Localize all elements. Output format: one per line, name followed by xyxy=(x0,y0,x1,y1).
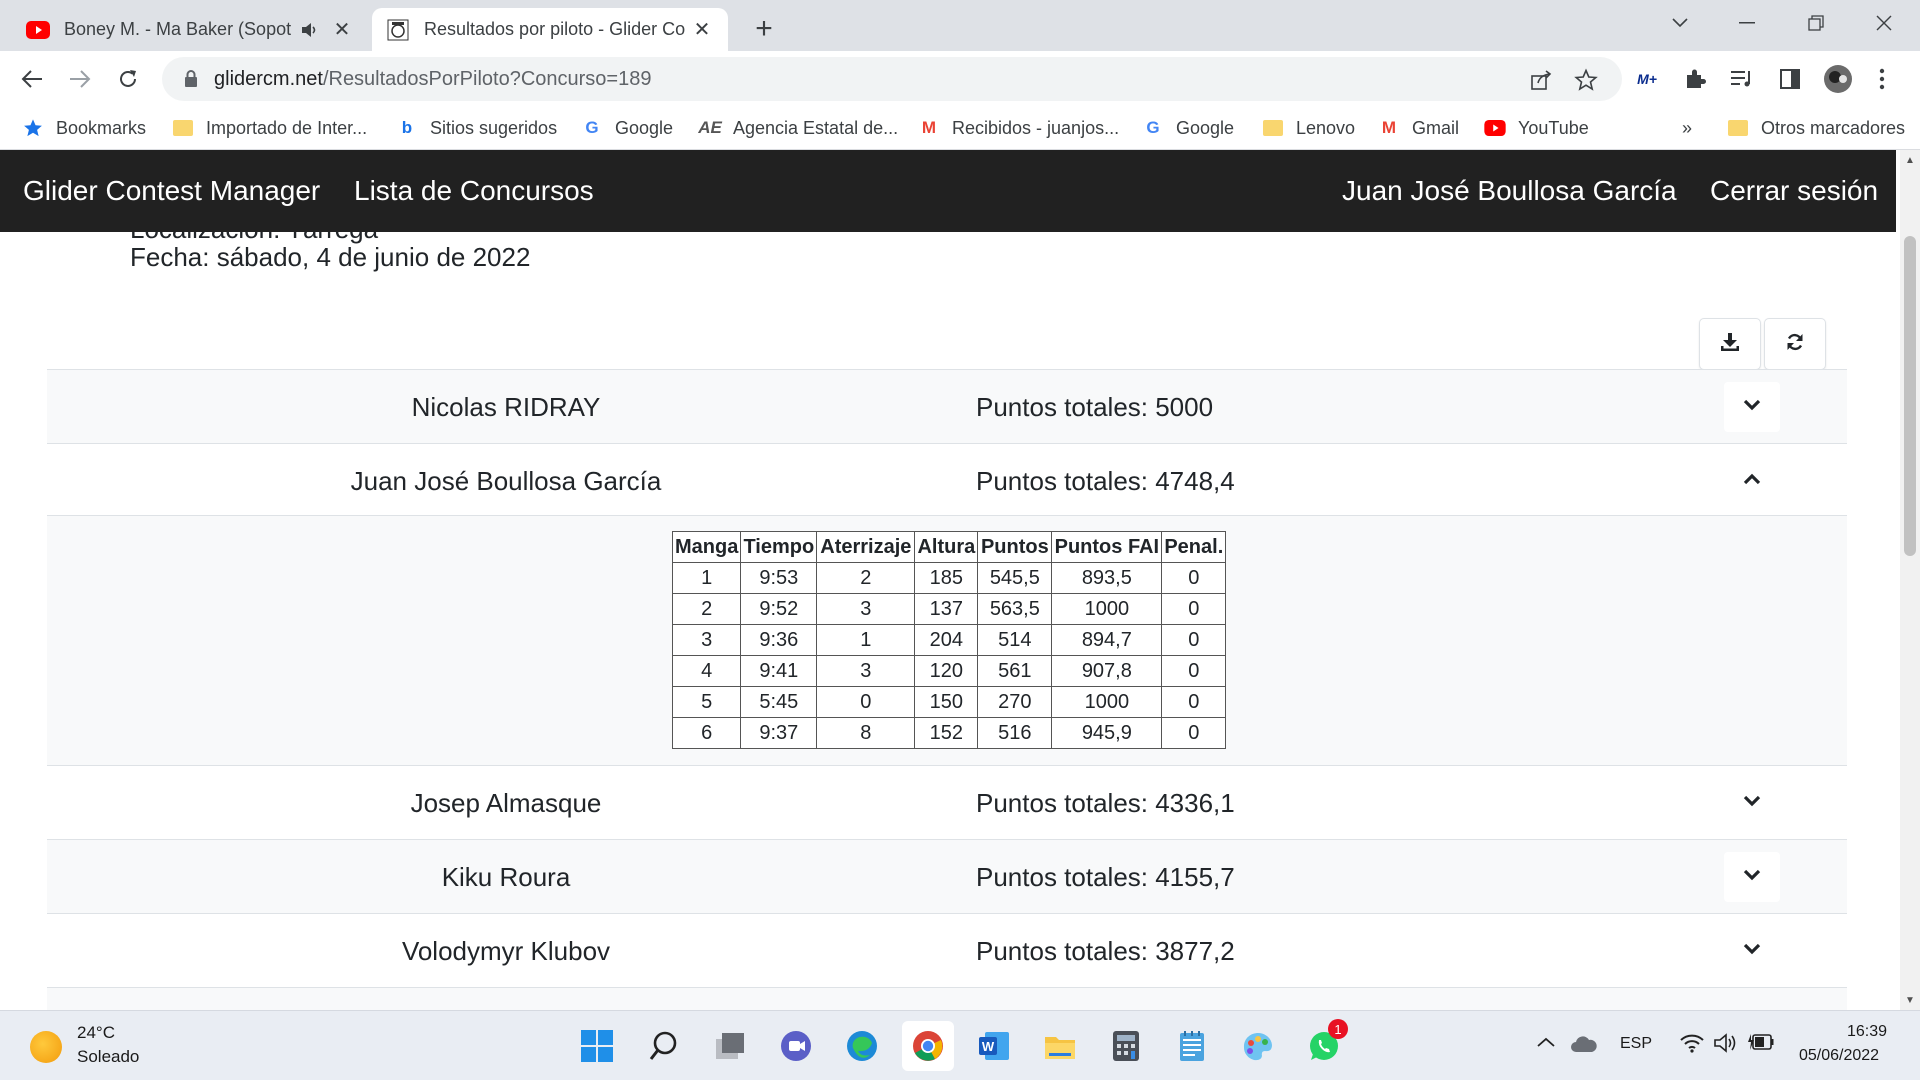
bookmark-label: YouTube xyxy=(1518,117,1589,138)
site-navbar xyxy=(0,150,1896,232)
share-icon[interactable] xyxy=(1530,68,1554,92)
folder-icon xyxy=(1727,117,1749,139)
expand-button[interactable] xyxy=(1724,852,1780,902)
nav-user-name[interactable]: Juan José Boullosa García xyxy=(1342,175,1677,206)
cell-landing: 3 xyxy=(817,594,915,625)
tab-title: Boney M. - Ma Baker (Sopot xyxy=(64,19,292,39)
cell-round: 3 xyxy=(673,625,741,656)
aemet-icon: AE xyxy=(698,118,722,137)
speaker-icon[interactable] xyxy=(300,20,320,40)
pilot-total-points: Puntos totales: 4748,4 xyxy=(976,466,1235,496)
close-window-icon[interactable] xyxy=(1864,8,1904,38)
address-bar[interactable] xyxy=(162,57,1622,101)
cell-round: 5 xyxy=(673,687,741,718)
cell-penalty: 0 xyxy=(1162,625,1226,656)
cell-time: 9:41 xyxy=(741,656,817,687)
cell-fai-points: 907,8 xyxy=(1052,656,1162,687)
back-icon[interactable] xyxy=(12,59,52,99)
close-tab-icon[interactable]: ✕ xyxy=(693,19,711,41)
cell-fai-points: 893,5 xyxy=(1052,563,1162,594)
close-tab-icon[interactable]: ✕ xyxy=(333,19,351,41)
chevron-down-icon xyxy=(1743,794,1761,812)
youtube-icon xyxy=(1484,117,1506,139)
pilot-row[interactable] xyxy=(47,765,1847,839)
svg-text:W: W xyxy=(981,1039,995,1054)
url-text xyxy=(214,68,651,91)
pilot-total-points: Puntos totales: 3877,2 xyxy=(976,936,1235,966)
file-explorer-icon[interactable] xyxy=(1034,1021,1086,1071)
bookmark-label: Sitios sugeridos xyxy=(430,117,558,138)
bing-icon: b xyxy=(401,118,413,137)
download-icon xyxy=(1720,332,1740,357)
cell-landing: 2 xyxy=(817,563,915,594)
restore-icon[interactable] xyxy=(1796,8,1836,38)
cell-time: 9:37 xyxy=(741,718,817,749)
bookmark-item[interactable] xyxy=(1262,114,1355,142)
cell-penalty: 0 xyxy=(1162,687,1226,718)
word-icon[interactable] xyxy=(968,1021,1020,1071)
page-scrollbar[interactable] xyxy=(1900,150,1920,1010)
movistar-extension-icon[interactable]: M+ xyxy=(1637,71,1657,87)
browser-toolbar xyxy=(0,51,1920,106)
bookmark-label: Google xyxy=(615,117,674,138)
bookmark-item[interactable] xyxy=(396,114,557,142)
brand-link[interactable]: Glider Contest Manager xyxy=(23,175,321,206)
cell-landing: 3 xyxy=(817,656,915,687)
tab-youtube[interactable] xyxy=(12,8,368,51)
scrollbar-thumb[interactable] xyxy=(1904,236,1916,556)
pilot-row[interactable] xyxy=(47,839,1847,913)
cell-fai-points: 1000 xyxy=(1052,594,1162,625)
expand-button[interactable] xyxy=(1724,382,1780,432)
bookmark-item[interactable] xyxy=(699,114,898,142)
cell-landing: 0 xyxy=(817,687,915,718)
reading-list-icon[interactable] xyxy=(1728,65,1756,93)
bookmark-label: Recibidos - juanjos... xyxy=(952,117,1120,138)
bookmark-label: Agencia Estatal de... xyxy=(733,117,899,138)
column-header: Manga xyxy=(673,532,741,563)
chevron-up-icon xyxy=(1743,472,1761,490)
cell-penalty: 0 xyxy=(1162,563,1226,594)
refresh-icon xyxy=(1785,332,1805,357)
folder-icon xyxy=(172,117,194,139)
pilot-name: Volodymyr Klubov xyxy=(401,936,611,966)
cell-landing: 8 xyxy=(817,718,915,749)
refresh-button[interactable] xyxy=(1764,318,1826,370)
cell-height: 120 xyxy=(915,656,978,687)
clock-date[interactable]: 05/06/2022 xyxy=(1799,1047,1880,1064)
pilot-total-points: Puntos totales: 4155,7 xyxy=(976,862,1235,892)
minimize-icon[interactable] xyxy=(1727,8,1767,38)
onedrive-cloud-icon[interactable] xyxy=(1570,1035,1598,1055)
task-view-icon[interactable] xyxy=(704,1021,756,1071)
expand-button[interactable] xyxy=(1724,926,1780,976)
lock-icon[interactable] xyxy=(180,68,202,90)
gmail-icon: M xyxy=(921,118,937,137)
pilot-name: Juan José Boullosa García xyxy=(350,466,662,496)
side-panel-icon[interactable] xyxy=(1776,65,1804,93)
cell-landing: 1 xyxy=(817,625,915,656)
url-host: glidercm.net xyxy=(214,67,323,90)
notification-badge: 1 xyxy=(1328,1019,1348,1039)
cell-time: 5:45 xyxy=(741,687,817,718)
bookmark-item[interactable] xyxy=(1484,114,1589,142)
cell-time: 9:53 xyxy=(741,563,817,594)
cell-height: 204 xyxy=(915,625,978,656)
extensions-icon[interactable] xyxy=(1681,65,1709,93)
forward-icon[interactable] xyxy=(60,59,100,99)
bookmark-item[interactable] xyxy=(1142,114,1234,142)
collapse-button[interactable] xyxy=(1724,456,1780,506)
bookmark-item[interactable] xyxy=(1378,114,1459,142)
search-icon[interactable] xyxy=(638,1021,690,1071)
column-header: Altura xyxy=(915,532,978,563)
cell-height: 150 xyxy=(915,687,978,718)
bookmark-star-icon[interactable] xyxy=(1574,68,1598,92)
cell-time: 9:52 xyxy=(741,594,817,625)
wifi-icon[interactable] xyxy=(1680,1033,1704,1055)
column-header: Penal. xyxy=(1162,532,1226,563)
windows-taskbar xyxy=(0,1010,1920,1080)
pilot-name: Kiku Roura xyxy=(441,862,571,892)
column-header: Aterrizaje xyxy=(817,532,915,563)
tab-search-icon[interactable] xyxy=(1660,8,1700,38)
cell-round: 1 xyxy=(673,563,741,594)
reload-icon[interactable] xyxy=(108,59,148,99)
start-button[interactable] xyxy=(571,1021,623,1071)
other-bookmarks-folder[interactable] xyxy=(1727,114,1905,142)
google-icon: G xyxy=(1146,118,1160,137)
teams-chat-icon[interactable] xyxy=(770,1021,822,1071)
table-row xyxy=(673,687,1226,718)
cell-points: 270 xyxy=(978,687,1052,718)
bookmarks-bar xyxy=(0,106,1920,150)
column-header: Tiempo xyxy=(741,532,817,563)
cell-time: 9:36 xyxy=(741,625,817,656)
scroll-up-arrow-icon[interactable]: ▲ xyxy=(1905,154,1915,166)
tab-strip xyxy=(0,0,1920,51)
cell-round: 6 xyxy=(673,718,741,749)
chevron-down-icon xyxy=(1743,398,1761,416)
calculator-icon[interactable] xyxy=(1100,1021,1152,1071)
cell-penalty: 0 xyxy=(1162,718,1226,749)
star-icon xyxy=(22,117,44,139)
glider-site-icon xyxy=(386,18,410,42)
contest-date: Fecha: sábado, 4 de junio de 2022 xyxy=(130,242,531,272)
rounds-table xyxy=(672,531,1226,749)
youtube-icon xyxy=(26,18,50,42)
chevron-down-icon xyxy=(1743,942,1761,960)
cell-height: 185 xyxy=(915,563,978,594)
pilot-row[interactable] xyxy=(47,913,1847,987)
pilot-name: Josep Almasque xyxy=(410,788,602,818)
chrome-taskbar-icon[interactable] xyxy=(902,1021,954,1071)
edge-icon[interactable] xyxy=(836,1021,888,1071)
cell-points: 514 xyxy=(978,625,1052,656)
table-header-row xyxy=(673,532,1226,563)
pilot-row[interactable] xyxy=(47,443,1847,517)
notepad-icon[interactable] xyxy=(1166,1021,1218,1071)
pilot-detail-panel xyxy=(47,515,1847,765)
cell-penalty: 0 xyxy=(1162,594,1226,625)
bookmark-item[interactable] xyxy=(22,114,146,142)
battery-charging-icon[interactable] xyxy=(1748,1033,1774,1055)
table-row xyxy=(673,563,1226,594)
bookmark-item[interactable] xyxy=(918,114,1119,142)
nav-logout[interactable]: Cerrar sesión xyxy=(1710,175,1879,206)
scroll-down-arrow-icon[interactable]: ▼ xyxy=(1905,994,1915,1006)
nav-contest-list[interactable]: Lista de Concursos xyxy=(354,175,594,206)
bookmark-item[interactable] xyxy=(172,114,367,142)
language-indicator[interactable]: ESP xyxy=(1620,1035,1653,1052)
pilot-total-points: Puntos totales: 4336,1 xyxy=(976,788,1235,818)
cell-round: 2 xyxy=(673,594,741,625)
volume-icon[interactable] xyxy=(1714,1033,1738,1055)
bookmark-label: Importado de Inter... xyxy=(206,117,368,138)
table-row xyxy=(673,656,1226,687)
profile-avatar-icon[interactable] xyxy=(1824,65,1852,93)
paint-icon[interactable] xyxy=(1232,1021,1284,1071)
cell-height: 137 xyxy=(915,594,978,625)
table-row xyxy=(673,718,1226,749)
cell-penalty: 0 xyxy=(1162,656,1226,687)
new-tab-button[interactable]: + xyxy=(755,12,773,45)
pilot-row[interactable] xyxy=(47,369,1847,443)
cell-points: 563,5 xyxy=(978,594,1052,625)
cell-points: 516 xyxy=(978,718,1052,749)
table-row xyxy=(673,594,1226,625)
cell-fai-points: 945,9 xyxy=(1052,718,1162,749)
chevron-up-icon[interactable] xyxy=(1536,1035,1556,1055)
gmail-icon: M xyxy=(1381,118,1397,137)
pilot-total-points: Puntos totales: 5000 xyxy=(976,392,1214,422)
cell-points: 545,5 xyxy=(978,563,1052,594)
chevron-down-icon xyxy=(1743,868,1761,886)
bookmarks-overflow-button[interactable] xyxy=(1682,114,1692,142)
folder-icon xyxy=(1262,117,1284,139)
page-viewport xyxy=(0,150,1900,1010)
cell-round: 4 xyxy=(673,656,741,687)
chrome-menu-icon[interactable] xyxy=(1868,65,1896,93)
tab-results[interactable] xyxy=(372,8,728,51)
cell-fai-points: 894,7 xyxy=(1052,625,1162,656)
column-header: Puntos xyxy=(978,532,1052,563)
overflow-chevron-icon: » xyxy=(1682,117,1693,138)
bookmark-label: Gmail xyxy=(1412,117,1460,138)
cell-points: 561 xyxy=(978,656,1052,687)
tab-title: Resultados por piloto - Glider Co xyxy=(424,19,686,39)
sun-weather-icon[interactable] xyxy=(30,1031,62,1063)
bookmark-label: Lenovo xyxy=(1296,117,1356,138)
expand-button[interactable] xyxy=(1724,778,1780,828)
bookmark-label: Google xyxy=(1176,117,1235,138)
bookmark-item[interactable] xyxy=(581,114,673,142)
download-button[interactable] xyxy=(1699,318,1761,370)
column-header: Puntos FAI xyxy=(1052,532,1162,563)
cell-fai-points: 1000 xyxy=(1052,687,1162,718)
table-row xyxy=(673,625,1226,656)
bookmark-label: Bookmarks xyxy=(56,117,147,138)
weather-desc[interactable]: Soleado xyxy=(77,1047,140,1066)
weather-temp[interactable]: 24°C xyxy=(77,1023,115,1042)
url-path: /ResultadosPorPiloto?Concurso=189 xyxy=(322,67,652,90)
google-icon: G xyxy=(585,118,599,137)
pilot-name: Nicolas RIDRAY xyxy=(411,392,601,422)
clock-time[interactable]: 16:39 xyxy=(1847,1023,1888,1040)
bookmark-label: Otros marcadores xyxy=(1761,117,1906,138)
cell-height: 152 xyxy=(915,718,978,749)
